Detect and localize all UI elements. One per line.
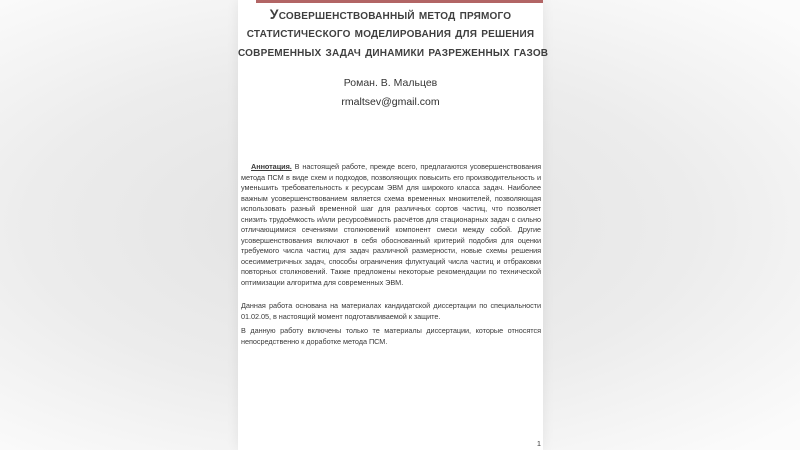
abstract-label: Аннотация. (251, 162, 292, 172)
paper-title-line: статистического моделирования для решения (246, 24, 535, 41)
paper-title-line: современных задач динамики разреженных газов (238, 42, 549, 59)
title-accent-rule (256, 0, 543, 3)
abstract-text: В настоящей работе, прежде всего, предлагаются усовершенствования метода ПСМ в виде схем и подходов, позволяющих повысить его производительность и уменьшить требовательность к ресурсам ЭВМ для широкого класса задач. Наиболее важным усовершенствованием является схема временных множителей, позволяющая использовать разный временной шаг для различных сортов частиц, что позволяет снизить трудоёмкость и/или ресурсоёмкость расчётов для стационарных задач с сильно отличающимися сечениями столкновений компонент смеси между собой. Другие усовершенствования включают в себя обоснованный критерий подобия для оценки требуемого числа частиц для задач различной размерности, новые схемы решения осесимметричных задач, способы ограничения флуктуаций числа частиц и отбраковки повторных столкновений. Также предложены некоторые рекомендации по технической оптимизации алгоритма для современных ЭВМ. (241, 162, 541, 287)
paper-title-line: Усовершенствованный метод прямого (269, 6, 512, 22)
author-email: rmaltsev@gmail.com (341, 96, 440, 108)
thesis-basis-paragraph: Данная работа основана на материалах кандидатской диссертации по специальности 01.02.05, в настоящий момент подготавливаемой к защите. (241, 301, 541, 321)
document-page (238, 0, 549, 450)
author-name: Роман. В. Мальцев (343, 77, 438, 89)
scope-note-paragraph: В данную работу включены только те материалы диссертации, которые относятся непосредственно к доработке метода ПСМ. (241, 326, 541, 346)
page-number: 1 (536, 439, 541, 448)
abstract-paragraph (241, 162, 541, 288)
paper-title (238, 5, 549, 60)
